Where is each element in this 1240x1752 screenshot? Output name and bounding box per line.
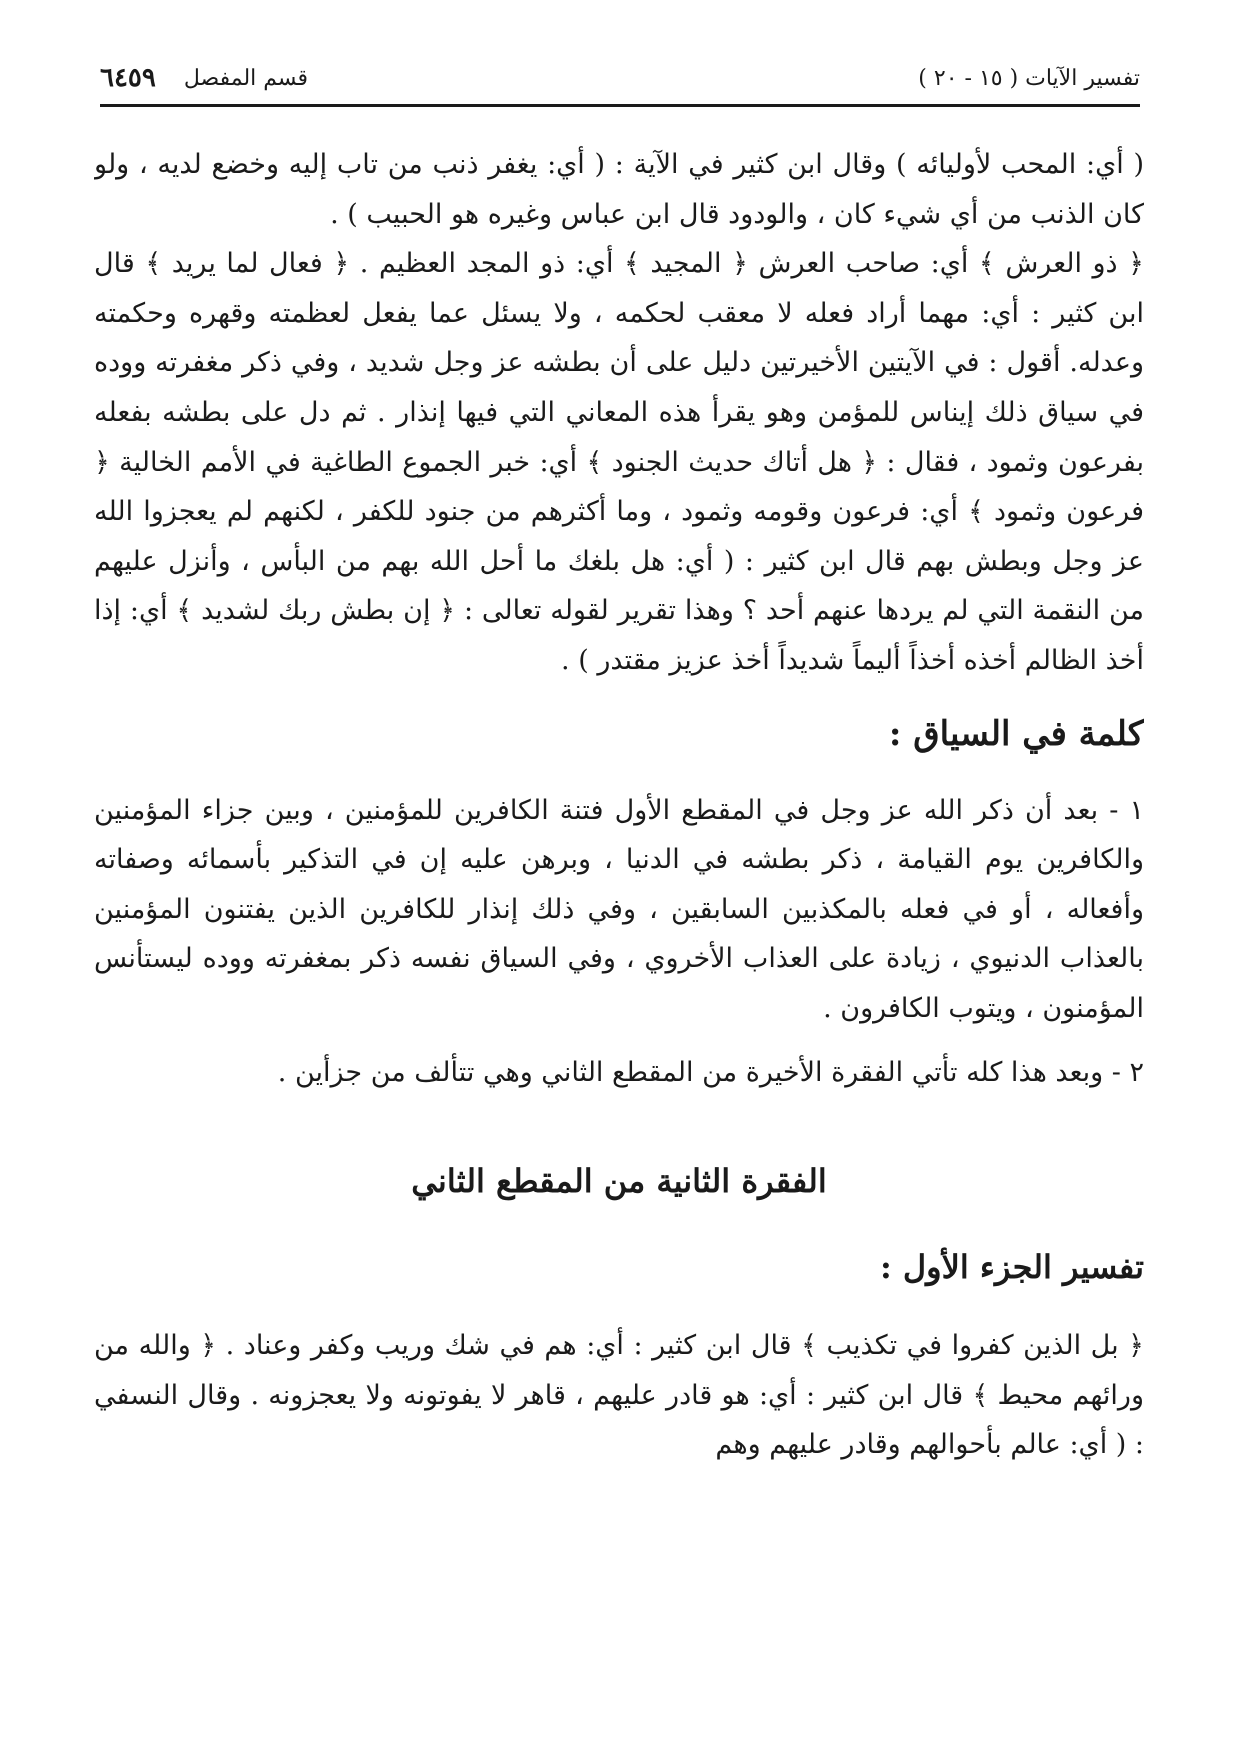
paragraph-1: ( أي: المحب لأوليائه ) وقال ابن كثير في الآية : ( أي: يغفر ذنب من تاب إليه وخضع لديه ، ولو كان الذنب من أي شيء كان ، والودود قال ابن عباس وغيره هو الحبيب ) . bbox=[94, 149, 1144, 230]
header-title-group bbox=[918, 66, 1140, 91]
paragraph-bottom: ﴿ بل الذين كفروا في تكذيب ﴾ قال ابن كثير : أي: هم في شك وريب وكفر وعناد . ﴿ والله من ورائهم محيط ﴾ قال ابن كثير : أي: هو قادر عليهم ، قاهر لا يفوتونه ولا يعجزونه . وقال النسفي : ( أي: عالم بأحوالهم وقادر عليهم وهم bbox=[94, 1330, 1144, 1461]
page-body bbox=[94, 140, 1144, 1730]
heading-context: كلمة في السياق : bbox=[888, 713, 1144, 754]
heading-section: الفقرة الثانية من المقطع الثاني bbox=[411, 1162, 827, 1201]
heading-part: تفسير الجزء الأول : bbox=[879, 1248, 1144, 1287]
context-item-2: ٢ - وبعد هذا كله تأتي الفقرة الأخيرة من المقطع الثاني وهي تتألف من جزأين . bbox=[277, 1056, 1144, 1088]
context-item-1: ١ - بعد أن ذكر الله عز وجل في المقطع الأول فتنة الكافرين للمؤمنين ، وبين جزاء المؤمنين والكافرين يوم القيامة ، ذكر بطشه في الدنيا ، وبرهن عليه إن في التذكير بأسمائه وصفاته وأفعاله ، أو في فعله بالمكذبين السابقين ، وفي ذلك إنذار للكافرين الذين يفتنون المؤمنين بالعذاب الدنيوي ، زيادة على العذاب الأخروي ، وفي السياق نفسه ذكر بمغفرته ووده ليستأنس المؤمنون ، ويتوب الكافرون . bbox=[94, 794, 1144, 1024]
header-section-group bbox=[100, 63, 308, 93]
page-header bbox=[100, 58, 1140, 98]
header-rule bbox=[100, 104, 1140, 107]
section-name: قسم المفصل bbox=[183, 65, 309, 91]
page-number: ٦٤٥٩ bbox=[100, 63, 156, 93]
running-title: تفسير الآيات ( ١٥ - ٢٠ ) bbox=[918, 65, 1140, 91]
paragraph-2: ﴿ ذو العرش ﴾ أي: صاحب العرش ﴿ المجيد ﴾ أي: ذو المجد العظيم . ﴿ فعال لما يريد ﴾ قال ابن كثير : أي: مهما أراد فعله لا معقب لحكمه ، ولا يسئل عما يفعل لعظمته وقهره وحكمته وعدله. أقول : في الآيتين الأخيرتين دليل على أن بطشه عز وجل شديد ، وفي ذكر مغفرته ووده في سياق ذلك إيناس للمؤمن وهو يقرأ هذه المعاني التي فيها إنذار . ثم دل على بطشه بفعله بفرعون وثمود ، فقال : ﴿ هل أتاك حديث الجنود ﴾ أي: خبر الجموع الطاغية في الأمم الخالية ﴿ فرعون وثمود ﴾ أي: فرعون وقومه وثمود ، وما أكثرهم من جنود للكفر ، لكنهم لم يعجزوا الله عز وجل وبطش بهم قال ابن كثير : ( أي: هل بلغك ما أحل الله بهم من البأس ، وأنزل عليهم من النقمة التي لم يردها عنهم أحد ؟ وهذا تقرير لقوله تعالى : ﴿ إن بطش ربك لشديد ﴾ أي: إذا أخذ الظالم أخذه أخذاً أليماً شديداً أخذ عزيز مقتدر ) . bbox=[94, 248, 1144, 676]
